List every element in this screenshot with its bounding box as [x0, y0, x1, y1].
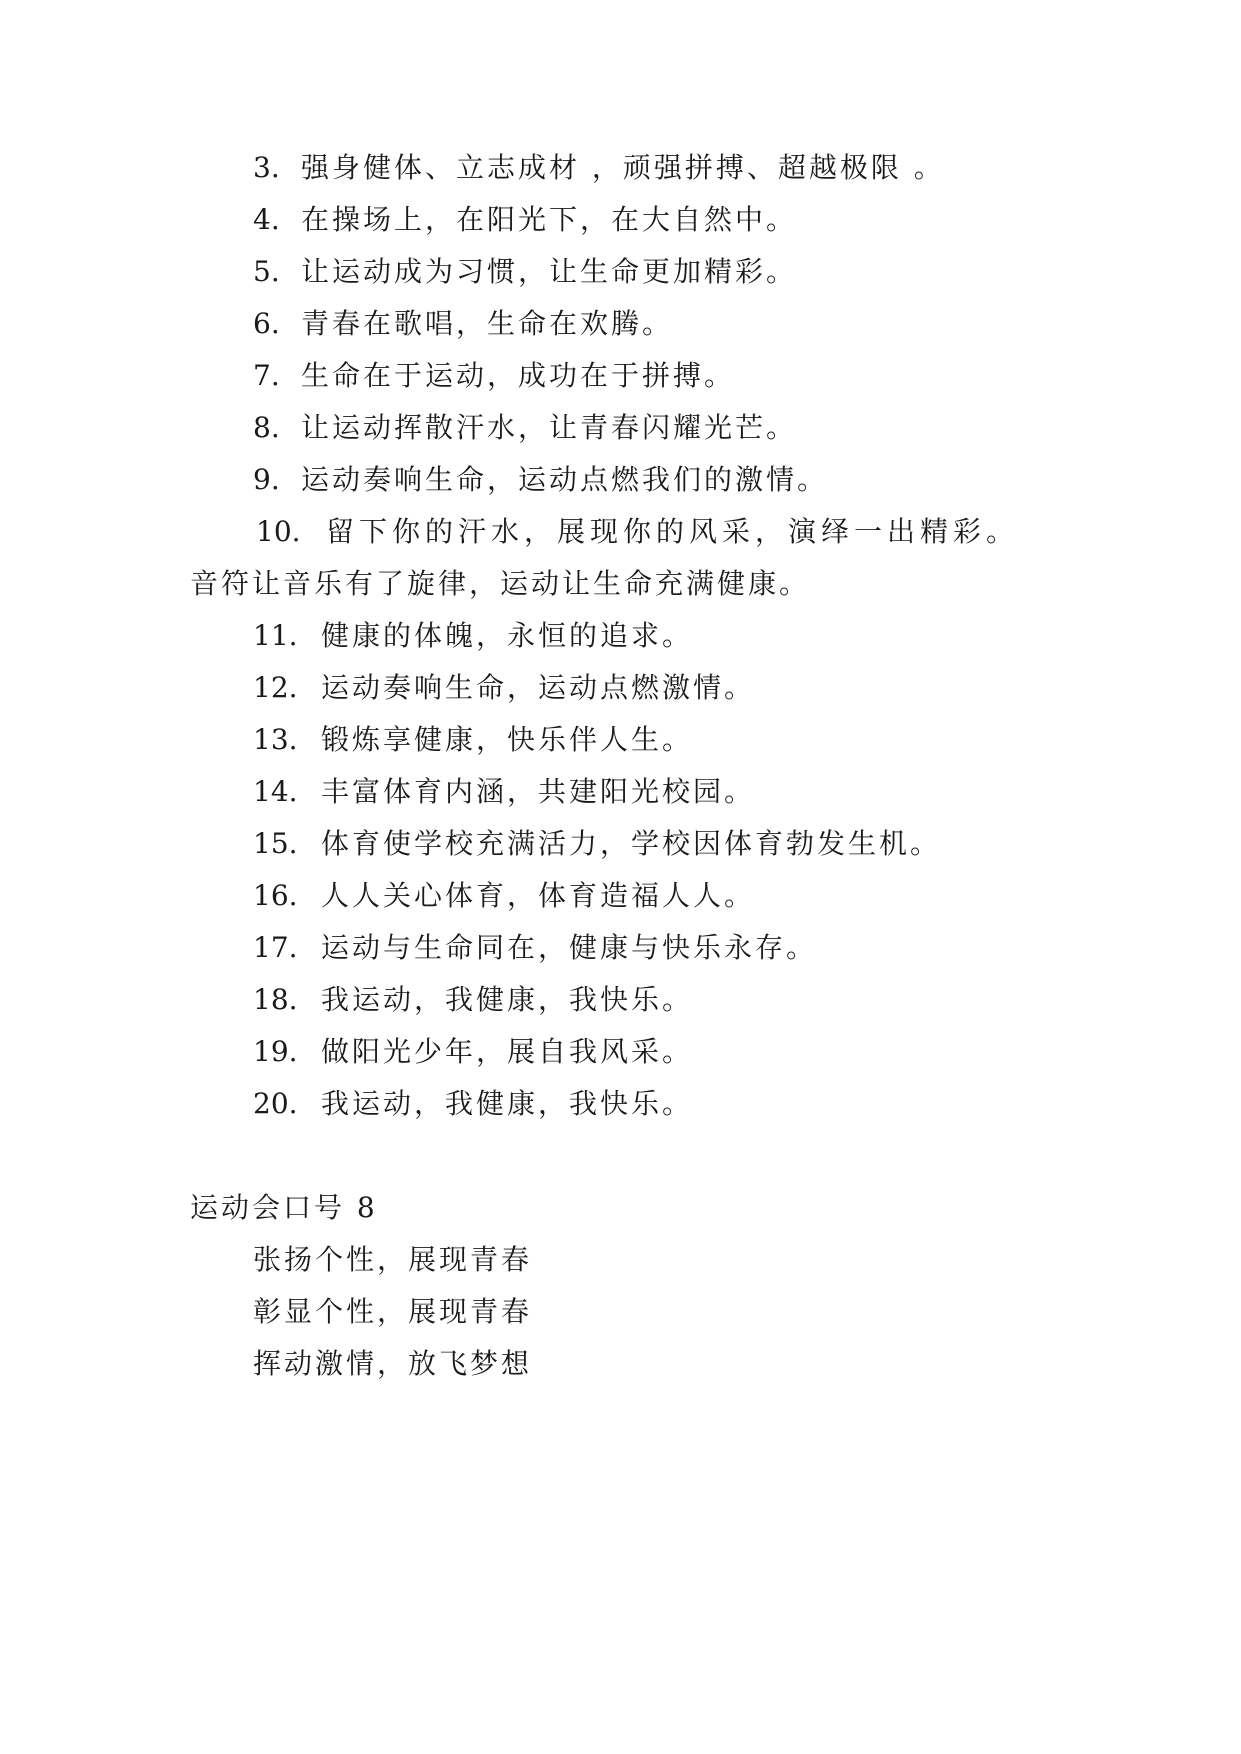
- paragraph-continuation: 音符让音乐有了旋律，运动让生命充满健康。: [190, 567, 811, 600]
- list-item: [253, 1086, 693, 1122]
- section-line: 张扬个性，展现青春: [253, 1243, 533, 1276]
- item-number: 8.: [253, 411, 280, 444]
- item-number: 13.: [253, 723, 298, 756]
- list-item: [253, 618, 693, 654]
- list-item: [253, 150, 945, 186]
- list-item: [253, 930, 817, 966]
- item-number: 7.: [253, 359, 280, 392]
- item-text: 青春在歌唱，生命在欢腾。: [301, 307, 674, 340]
- item-text: 生命在于运动，成功在于拼搏。: [301, 359, 736, 392]
- item-number: 9.: [253, 463, 280, 496]
- item-number: 5.: [253, 255, 280, 288]
- item-text: 体育使学校充满活力，学校因体育勃发生机。: [321, 827, 942, 860]
- list-item: [253, 306, 673, 342]
- item-number: 20.: [253, 1087, 298, 1120]
- item-number: 10.: [256, 515, 301, 548]
- list-item: [253, 826, 941, 862]
- section-line: 挥动激情，放飞梦想: [253, 1347, 533, 1380]
- item-text: 运动奏响生命，运动点燃激情。: [321, 671, 756, 704]
- item-text: 锻炼享健康，快乐伴人生。: [321, 723, 694, 756]
- item-number: 4.: [253, 203, 280, 236]
- item-number: 6.: [253, 307, 280, 340]
- item-text: 运动奏响生命，运动点燃我们的激情。: [301, 463, 829, 496]
- item-text: 强身健体、立志成材 ，顽强拼搏、超越极限 。: [301, 151, 945, 184]
- item-text: 在操场上，在阳光下，在大自然中。: [301, 203, 798, 236]
- item-number: 12.: [253, 671, 298, 704]
- item-number: 18.: [253, 983, 298, 1016]
- list-item: [256, 514, 1019, 550]
- item-number: 19.: [253, 1035, 298, 1068]
- list-item: [253, 722, 693, 758]
- list-item: [253, 774, 755, 810]
- item-text: 丰富体育内涵，共建阳光校园。: [321, 775, 756, 808]
- list-item: [253, 1034, 693, 1070]
- item-text: 让运动挥散汗水，让青春闪耀光芒。: [301, 411, 798, 444]
- item-number: 16.: [253, 879, 298, 912]
- list-item: [253, 410, 797, 446]
- item-text: 我运动，我健康，我快乐。: [321, 983, 694, 1016]
- list-item: [253, 254, 797, 290]
- item-text: 做阳光少年，展自我风采。: [321, 1035, 694, 1068]
- item-number: 14.: [253, 775, 298, 808]
- item-text: 留下你的汗水，展现你的风采，演绎一出精彩。: [326, 515, 1020, 548]
- item-text: 让运动成为习惯，让生命更加精彩。: [301, 255, 798, 288]
- list-item: [253, 982, 693, 1018]
- list-item: [253, 878, 755, 914]
- item-text: 人人关心体育，体育造福人人。: [321, 879, 756, 912]
- item-number: 3.: [253, 151, 280, 184]
- section-heading: 运动会口号 8: [190, 1191, 378, 1224]
- item-number: 17.: [253, 931, 298, 964]
- list-item: [253, 462, 828, 498]
- section-line: 彰显个性，展现青春: [253, 1295, 533, 1328]
- item-text: 健康的体魄，永恒的追求。: [321, 619, 694, 652]
- item-text: 我运动，我健康，我快乐。: [321, 1087, 694, 1120]
- item-text: 运动与生命同在，健康与快乐永存。: [321, 931, 818, 964]
- item-number: 11.: [253, 619, 298, 652]
- item-number: 15.: [253, 827, 298, 860]
- list-item: [253, 202, 797, 238]
- list-item: [253, 358, 735, 394]
- list-item: [253, 670, 755, 706]
